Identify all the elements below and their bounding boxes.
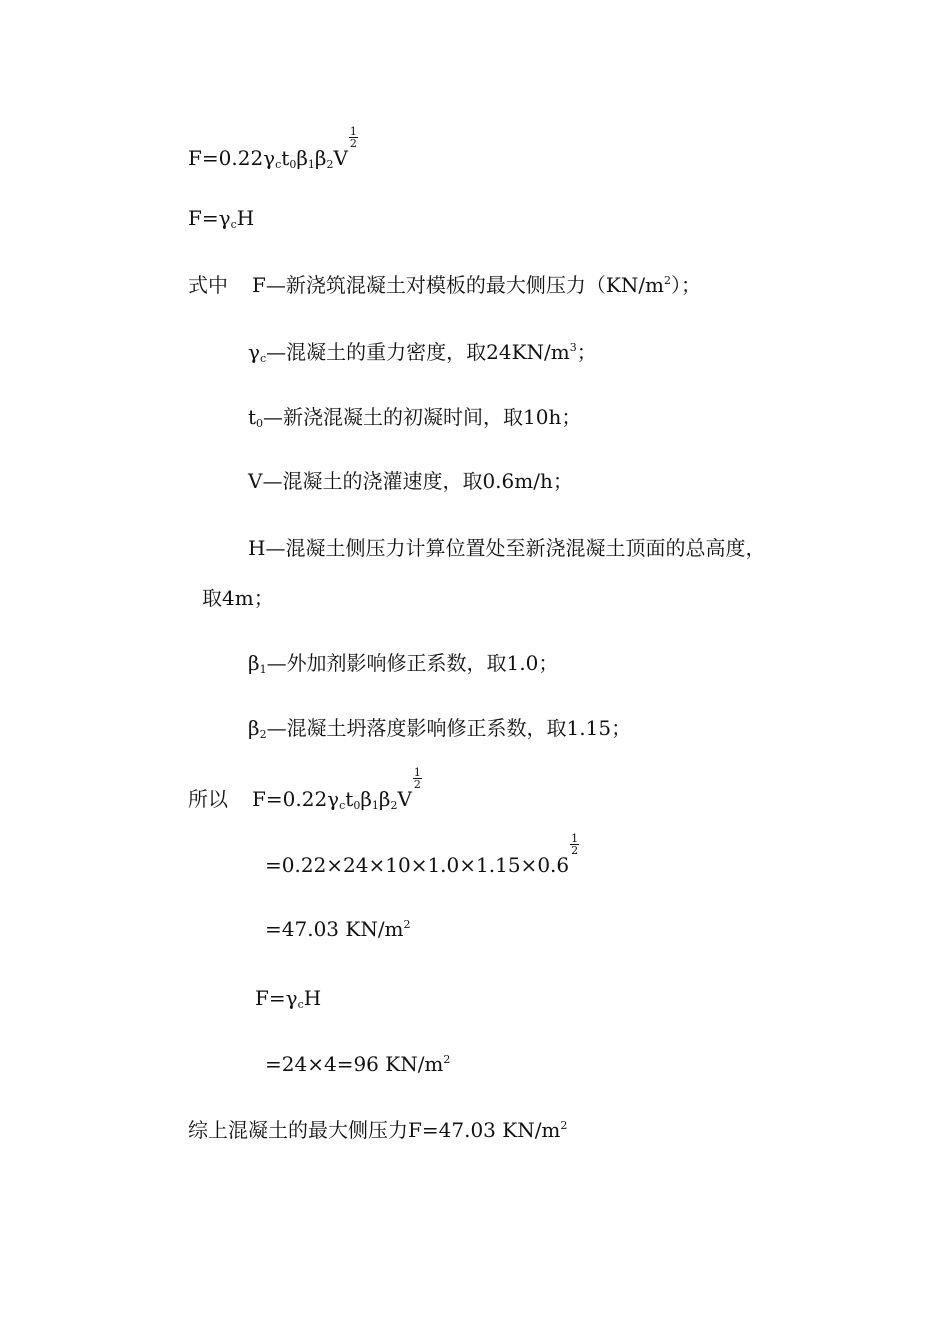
formula-lhs: F=0.22	[252, 787, 328, 811]
fraction-denominator: 2	[413, 778, 421, 791]
fraction-numerator: 1	[413, 766, 421, 779]
beta-symbol: β	[248, 651, 260, 675]
subscript: c	[230, 218, 237, 231]
calculation-text: =47.03 KN/m	[265, 917, 404, 941]
formula-lhs: F=0.22	[188, 146, 264, 170]
subscript: 2	[326, 158, 334, 171]
exponent-fraction	[349, 126, 358, 149]
subscript: c	[339, 799, 346, 812]
calculation-result-2	[265, 1052, 450, 1076]
subscript: 1	[371, 799, 379, 812]
calculation-formula-2	[255, 986, 321, 1010]
subscript: 2	[259, 728, 267, 741]
formula-lhs: F=	[255, 986, 286, 1010]
beta-symbol: β	[360, 787, 372, 811]
definition-text: —混凝土的重力密度，取24KN/m	[266, 340, 570, 364]
definition-text: —外加剂影响修正系数，取1.0；	[266, 651, 559, 675]
exponent-fraction	[570, 833, 579, 856]
fraction-numerator: 1	[571, 832, 579, 845]
gamma-symbol: γ	[248, 340, 260, 364]
definition-text: F—新浇筑混凝土对模板的最大侧压力（KN/m	[252, 273, 665, 297]
beta-symbol: β	[314, 146, 327, 170]
definition-tail: ）；	[671, 273, 702, 297]
definition-text: H—混凝土侧压力计算位置处至新浇混凝土顶面的总高度，	[248, 536, 766, 560]
t-symbol: t	[248, 405, 257, 429]
subscript: c	[297, 998, 304, 1011]
gamma-symbol: γ	[327, 787, 340, 811]
subscript: 2	[390, 799, 398, 812]
calculation-prefix: 所以	[188, 787, 228, 811]
h-symbol: H	[303, 986, 322, 1010]
formula-lhs: F=	[188, 206, 219, 230]
fraction-denominator: 2	[349, 137, 357, 150]
definition-f	[188, 273, 701, 297]
formula-pressure-height	[188, 206, 254, 230]
definition-h-continuation	[202, 586, 274, 610]
conclusion	[188, 1118, 567, 1142]
definition-text: V—混凝土的浇灌速度，取0.6m/h；	[248, 469, 573, 493]
definition-gamma	[248, 340, 597, 364]
fraction-denominator: 2	[571, 844, 579, 857]
definition-beta1	[248, 651, 558, 675]
subscript: 0	[353, 799, 361, 812]
v-symbol: V	[397, 787, 412, 811]
definition-v	[248, 469, 573, 493]
superscript: 2	[664, 274, 672, 287]
h-symbol: H	[236, 206, 255, 230]
subscript: 1	[307, 158, 315, 171]
definition-beta2	[248, 716, 631, 740]
subscript: c	[259, 352, 267, 365]
definition-text: 取4m；	[202, 586, 274, 610]
calculation-result-1	[265, 917, 411, 941]
v-symbol: V	[333, 146, 348, 170]
gamma-symbol: γ	[263, 146, 276, 170]
exponent-fraction	[413, 767, 422, 790]
formula-lateral-pressure	[188, 125, 358, 171]
fraction-numerator: 1	[349, 125, 357, 138]
definition-text: —混凝土坍落度影响修正系数，取1.15；	[266, 716, 632, 740]
where-prefix: 式中	[188, 273, 228, 297]
definition-h	[248, 536, 765, 560]
calculation-text: =24×4=96 KN/m	[265, 1052, 444, 1076]
subscript: 0	[256, 417, 264, 430]
gamma-symbol: γ	[285, 986, 298, 1010]
calculation-substitution	[265, 832, 579, 877]
superscript: 2	[443, 1053, 451, 1066]
beta-symbol: β	[296, 146, 308, 170]
gamma-symbol: γ	[218, 206, 231, 230]
definition-t0	[248, 405, 581, 429]
t-symbol: t	[345, 787, 354, 811]
beta-symbol: β	[378, 787, 391, 811]
calculation-formula	[188, 766, 422, 812]
subscript: 1	[259, 663, 267, 676]
subscript: c	[275, 158, 282, 171]
definition-text: —新浇混凝土的初凝时间，取10h；	[263, 405, 582, 429]
calculation-text: =0.22×24×10×1.0×1.15×0.6	[265, 853, 570, 877]
beta-symbol: β	[248, 716, 260, 740]
conclusion-text: 综上混凝土的最大侧压力F=47.03 KN/m	[188, 1118, 561, 1142]
t-symbol: t	[281, 146, 290, 170]
superscript: 2	[560, 1119, 568, 1132]
definition-tail: ；	[576, 340, 597, 364]
superscript: 3	[569, 341, 577, 354]
superscript: 2	[403, 918, 411, 931]
subscript: 0	[289, 158, 297, 171]
